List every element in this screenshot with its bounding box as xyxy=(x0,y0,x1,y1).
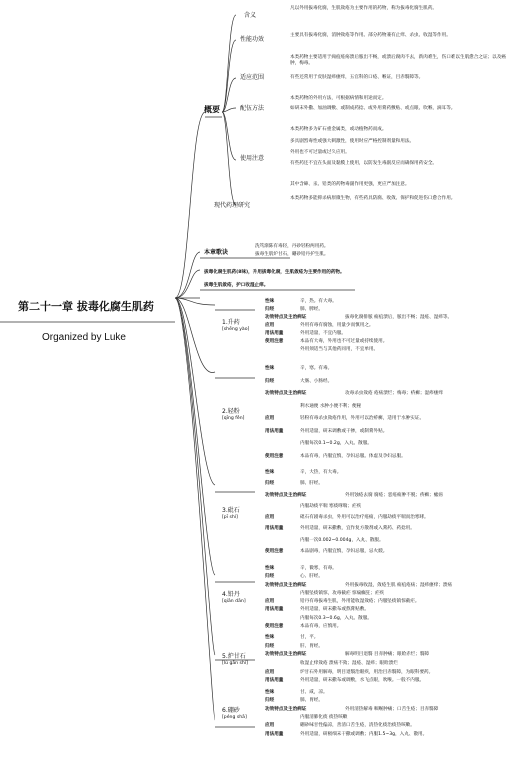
fanwei-line: 有些还常用于皮肤湿疹瘙痒，五官科的口疮、喉证，目赤翳障等。 xyxy=(290,75,424,80)
drug-row-value: 外用须适当与其他药同用，不宜单用。 xyxy=(300,347,379,352)
drug-pinyin: [lú gān shí] xyxy=(222,661,248,666)
drug-row-key: 功效特点及主治病证 xyxy=(265,706,307,712)
drug-row-value: 甘、咸，凉。 xyxy=(300,690,328,695)
zhuyi-line: 其中含砷、汞、铅类的药物毒副作用更强，更应严加注意。 xyxy=(290,182,410,187)
drug-row-key: 性味 xyxy=(265,566,275,571)
drug-row-value: 辛，大热，有大毒。 xyxy=(300,470,342,475)
drug-row-value: 肝、胃经。 xyxy=(300,643,323,649)
drug-row-value: 内服劫痰平喘 寒痰哮喘；疟疾 xyxy=(300,503,362,509)
drug-row-key: 归经 xyxy=(265,307,275,312)
mastery-line: 拔毒生肌炉甘石，硼砂铅丹护生肌。 xyxy=(255,252,329,257)
drug-row-key: 功效特点及主治病证 xyxy=(265,391,307,396)
drug-pinyin: [qīng fěn] xyxy=(222,416,245,421)
drug-name: 3.砒石 xyxy=(222,507,240,514)
drug-pinyin: [qiān dān] xyxy=(222,599,246,604)
fanwei-line: 本类药物主要适用于痈疽疮疡溃后脓出不畅，或溃后腐肉不去，新肉难生，伤口难以生肌愈合之证；以及癌肿，梅毒。 xyxy=(290,55,506,66)
drug-row-value: 外用适量，研末调敷或干掺，或制膏外贴。 xyxy=(300,428,388,434)
drug-row-key: 使用注意 xyxy=(265,548,284,554)
drug-row-key: 应用 xyxy=(265,599,275,604)
zhuyi-line: 本类药物多为矿石重金属类，或动植物药而成。 xyxy=(290,127,387,132)
summary-line: 拔毒化腐生肌药(8味)，升用拔毒化腐，生肌敛疮为主要作用的药物。 xyxy=(204,270,345,275)
zhuyi-line: 有些药还不宜在头面及黏膜上使用，以防发生毒副反应而确保用药安全。 xyxy=(290,161,438,166)
drug-row-value: 本品有大毒，外用也不可过量或持续使用。 xyxy=(300,339,388,344)
drug-row-value: 辛，寒。有毒。 xyxy=(300,366,333,371)
drug-row-value: 利水通便 水肿小便不利；便秘 xyxy=(300,403,362,409)
drug-row-value: 外用适量，不宜内服。 xyxy=(300,331,346,336)
drug-row-key: 性味 xyxy=(265,299,275,304)
gongxiao-label: 性能功效 xyxy=(240,36,265,43)
drug-row-key: 应用 xyxy=(265,416,275,421)
drug-row-key: 性味 xyxy=(265,635,275,640)
drug-row-key: 应用 xyxy=(265,515,275,520)
mastery-line: 洗笃渐陈有毒轻，丹砂轻粉两用药。 xyxy=(255,244,329,249)
drug-row-value: 甘，平。 xyxy=(300,635,319,640)
drug-row-key: 功效特点及主治病证 xyxy=(265,492,307,498)
drug-row-value: 外用适量，研末撒布或熬膏贴敷。 xyxy=(300,607,369,613)
xiandai-label: 现代药理研究 xyxy=(214,202,251,209)
drug-row-key: 使用注意 xyxy=(265,623,284,629)
drug-row-value: 辛，热。有大毒。 xyxy=(300,299,337,304)
drug-row-value: 砒石有剧毒杀虫，外用可以治疗疮痈，内服劫痰平喘而治寒哮。 xyxy=(300,515,429,520)
zhuyi-line: 外用也不可过量或过久应用。 xyxy=(290,150,350,155)
fanwei-label: 适应范围 xyxy=(240,74,265,81)
drug-pinyin: [péng shā] xyxy=(222,715,247,720)
drug-row-key: 应用 xyxy=(265,669,275,675)
drug-row-value: 心、肝经。 xyxy=(300,574,323,580)
drug-row-key: 功效特点及主治病证 xyxy=(265,582,307,588)
drug-row-value: 铅丹有毒拔毒生肌，外用能收湿敛疮；内服坠痰镇惊截疟。 xyxy=(300,599,420,604)
zhuyi-line: 多具剧烈毒性或强大刺激性，使用时应严格控制剂量和用法。 xyxy=(290,139,415,144)
mastery-label: 本章歌诀 xyxy=(204,249,229,256)
drug-row-key: 功效特点及主治病证 xyxy=(265,652,307,658)
drug-name: 1.升药 xyxy=(222,319,240,326)
drug-row-key: 用法用量 xyxy=(265,428,284,434)
drug-row-value: 硼砂味甘性偏凉，善清口舌生疮，清热化痰治痰热咳嗽。 xyxy=(300,723,415,729)
drug-row-value: 收湿止痒敛疮 溃疡不敛；湿疮、湿疹；眼睑溃烂 xyxy=(300,661,398,666)
peiwu-line: 本类药物的外用方法，可根据病情和用途而定。 xyxy=(290,96,387,101)
drug-row-key: 应用 xyxy=(265,723,275,729)
drug-name: 4.铅丹 xyxy=(222,591,240,598)
drug-row-key: 归经 xyxy=(265,378,275,384)
overview-label: 概要 xyxy=(204,105,220,114)
drug-row-value: 拔毒化腐排脓 痈疽溃后，脓出不畅；湿疮、湿疹等。 xyxy=(345,315,453,320)
drug-row-value: 轻粉有毒杀虫敛疮作用，外用可以治疥癣，适用于水肿实证。 xyxy=(300,416,425,421)
drug-row-key: 用法用量 xyxy=(265,607,284,613)
drug-row-key: 用法用量 xyxy=(265,331,284,336)
drug-row-value: 本品有毒，应慎用。 xyxy=(300,623,342,629)
gongxiao-text: 主要具有拔毒化腐，消肿敛疮等作用。部分药物兼有止痒、杀虫、收湿等作用。 xyxy=(290,33,451,38)
hanyi-text: 凡以外用拔毒化腐，生肌敛疮为主要作用的药物，称为拔毒化腐生肌药。 xyxy=(290,6,438,11)
drug-row-key: 归经 xyxy=(265,643,275,649)
drug-name: 6.硼砂 xyxy=(222,707,240,714)
drug-row-key: 性味 xyxy=(265,470,275,475)
drug-row-value: 内服每次0.3~0.6g，入丸、散服。 xyxy=(300,615,372,621)
drug-row-value: 内服一次0.002~0.004g，入丸、散服。 xyxy=(300,537,384,543)
drug-row-value: 肺、脾经。 xyxy=(300,307,323,312)
drug-row-value: 大肠、小肠经。 xyxy=(300,378,333,384)
drug-row-key: 用法用量 xyxy=(265,526,284,532)
xiandai-text: 本类药物多能抑杀病原微生物，有些药具防腐、收敛、保护和促进伤口愈合作用。 xyxy=(290,196,456,201)
drug-row-key: 归经 xyxy=(265,574,275,580)
drug-pinyin: [shēng yào] xyxy=(222,327,250,332)
zhuyi-label: 使用注意 xyxy=(240,155,265,162)
drug-row-value: 解毒明目退翳 目赤肿痛；眼睑赤烂；翳障 xyxy=(345,652,430,658)
drug-row-key: 功效特点及主治病证 xyxy=(265,315,307,320)
summary-line: 拔毒生肌敛疮，护口收湿止痒。 xyxy=(204,283,269,288)
drug-row-value: 外用适量，研末撒布或调敷，水飞点眼，吹喉。一般不内服。 xyxy=(300,678,425,684)
drug-row-key: 归经 xyxy=(265,481,275,487)
drug-row-key: 归经 xyxy=(265,698,275,704)
drug-row-key: 用法用量 xyxy=(265,731,284,737)
drug-row-value: 内服清肺化痰 痰热咳嗽 xyxy=(300,715,348,720)
drug-row-value: 内服坠痰镇惊，攻毒截疟 惊痫癫狂；疟疾 xyxy=(300,590,385,596)
drug-row-value: 外用拔毒收湿，敛疮生肌 痈疽疮疡；湿疹瘙痒；溃疡 xyxy=(345,582,453,588)
drug-row-value: 外用蚀疮去腐 腐疮；恶疮痈肿不脱；疥癣；瘰疬 xyxy=(345,492,443,498)
drug-row-value: 外用适量，研末撒敷，宜作复方散剂或入膏药、药捻用。 xyxy=(300,526,415,532)
drug-row-value: 本品有毒，内服宜慎，孕妇忌服。体虚及孕妇忌服。 xyxy=(300,453,406,459)
hanyi-label: 含义 xyxy=(244,12,257,19)
drug-pinyin: [pī shí] xyxy=(222,515,238,520)
drug-row-value: 肺、胃经。 xyxy=(300,698,323,704)
drug-row-value: 本品剧毒，内服宜慎，孕妇忌服，忌火煅。 xyxy=(300,548,388,554)
drug-row-value: 外用适量，研极细末干撒或调敷；内服1.5~3g，入丸、散用。 xyxy=(300,731,428,737)
drug-row-key: 用法用量 xyxy=(265,678,284,684)
drug-row-key: 应用 xyxy=(265,323,275,328)
drug-row-value: 内服每次0.1~0.2g，入丸、散服。 xyxy=(300,441,372,446)
drug-row-value: 辛，微寒，有毒。 xyxy=(300,566,337,571)
drug-row-key: 性味 xyxy=(265,366,275,371)
peiwu-line: 如研末外撒、加油调敷、或制成药捻、或外用膏药敷贴、或点眼、吹喉、滴耳等。 xyxy=(290,106,456,111)
drug-row-key: 使用注意 xyxy=(265,339,284,344)
drug-row-value: 肺、肝经。 xyxy=(300,481,323,487)
drug-name: 2.轻粉 xyxy=(222,408,240,415)
drug-row-value: 炉甘石外用解毒，明目退翳治眼疾，用治目赤翳障，为眼科要药。 xyxy=(300,669,434,675)
drug-row-value: 外用有毒有腐蚀，用量少而慎用之。 xyxy=(300,323,374,328)
root-author: Organized by Luke xyxy=(42,332,126,343)
drug-row-value: 外用清热解毒 咽喉肿痛；口舌生疮；目赤翳障 xyxy=(345,706,439,712)
drug-row-key: 性味 xyxy=(265,690,275,695)
drug-row-key: 使用注意 xyxy=(265,453,284,459)
drug-row-value: 攻毒杀虫敛疮 疮疡溃烂；梅毒；疥癣；湿疹瘙痒 xyxy=(345,391,443,396)
peiwu-label: 配伍方法 xyxy=(240,105,265,112)
root-title: 第二十一章 拔毒化腐生肌药 xyxy=(18,300,154,313)
drug-name: 5.炉甘石 xyxy=(222,653,246,660)
